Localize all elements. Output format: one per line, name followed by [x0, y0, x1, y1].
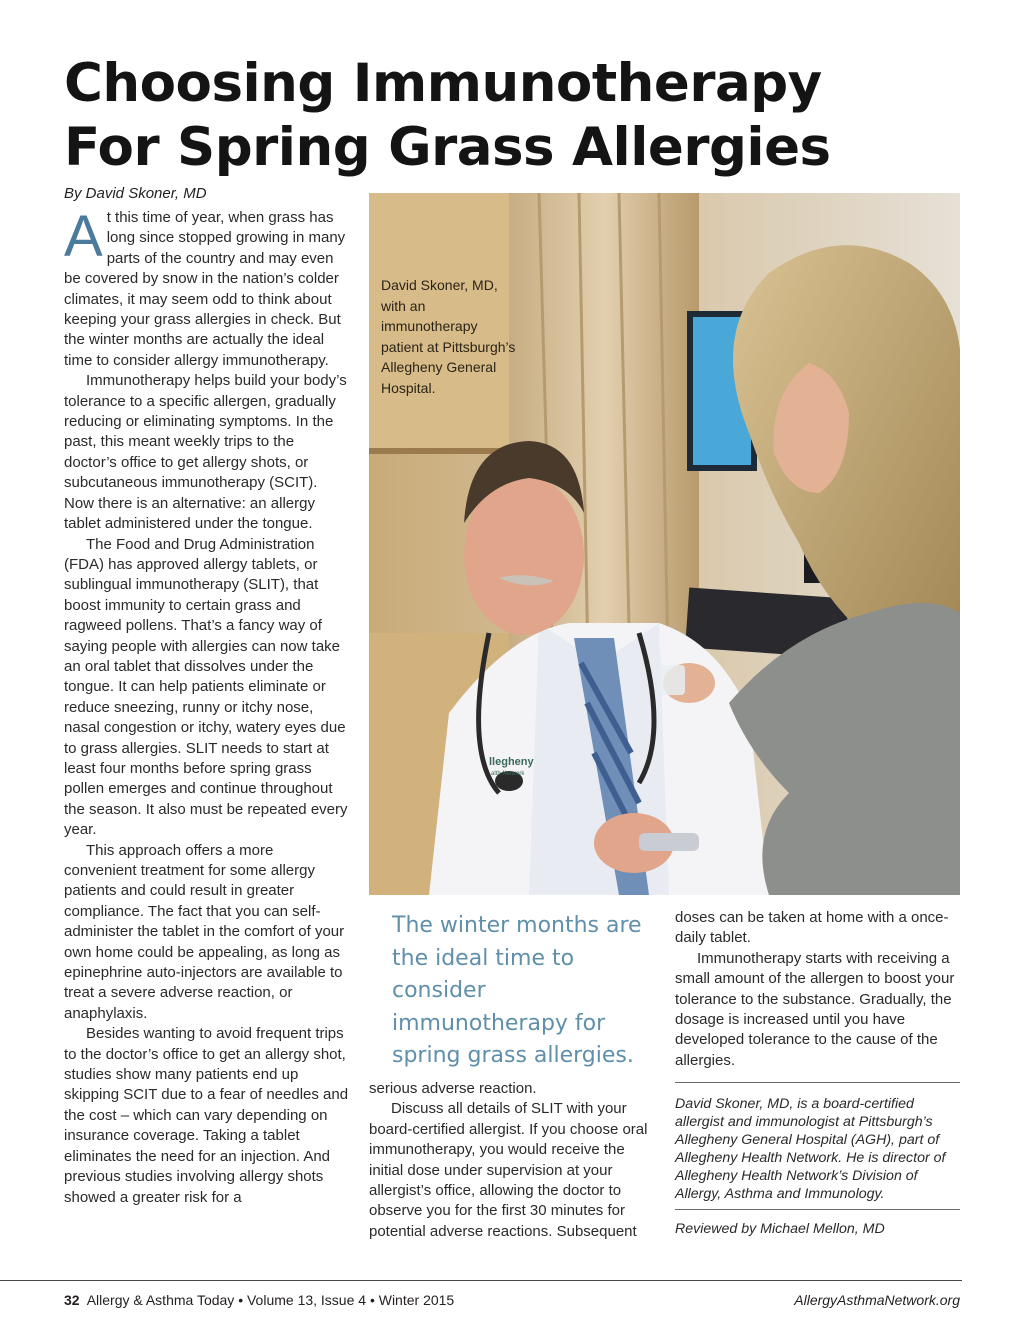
footer-rule	[0, 1280, 962, 1281]
coat-logo-sub: alth Network	[491, 771, 525, 777]
footer-website[interactable]: AllergyAsthmaNetwork.org	[794, 1292, 960, 1308]
medicine-cup	[659, 665, 685, 695]
paragraph-1-text: t this time of year, when grass has long since stopped growing in many parts of the country and may even be covered by snow in the nation’s colder climates, it may seem odd to think about keeping your grass allergies in check. But the winter months are actually the ideal time to consider allergy immunotherapy.	[64, 209, 346, 369]
paragraph-5: Besides wanting to avoid frequent trips to the doctor’s office to get an allergy shot, studies show many patients end up skipping SCIT due to a fear of needles and the cost – which can vary depending on insurance coverage. Taking a tablet eliminates the need for an injection. And previous studies involving allergy shots showed a greater risk for a	[64, 1025, 349, 1206]
article-photo	[369, 193, 960, 895]
col3-paragraph-2: Immunotherapy starts with receiving a small amount of the allergen to boost your tolerance to the substance. Gradually, the dosage is increased until you have developed tolerance to the cause of the allergies.	[675, 949, 955, 1069]
footer-publication	[64, 1292, 454, 1308]
col3-paragraph-1: doses can be taken at home with a once-daily tablet.	[675, 909, 949, 947]
paragraph-4: This approach offers a more convenient treatment for some allergy patients and could result in greater compliance. The fact that you can self-administer the tablet in the comfort of your own home could be appealing, as long as epinephrine auto-injectors are available to treat a severe adverse reaction, or anaphylaxis.	[64, 841, 345, 1022]
drop-cap: A	[64, 204, 103, 269]
article-title	[64, 52, 964, 180]
article-column-1	[64, 204, 350, 1208]
paragraph-1	[64, 204, 350, 371]
col2-paragraph-1: serious adverse reaction.	[369, 1080, 537, 1097]
paragraph-2: Immunotherapy helps build your body’s tolerance to a specific allergen, gradually reducing or eliminating symptoms. In the past, this meant weekly trips to the doctor’s office to get allergy shots, or subcutaneous immunotherapy (SCIT). Now there is an alternative: an allergy tablet administered under the tongue.	[64, 372, 347, 533]
tablet-blister-pack	[639, 833, 699, 851]
author-bio: David Skoner, MD, is a board-certified allergist and immunologist at Pittsburgh’s Allegheny General Hospital (AGH), part of Allegheny Health Network. He is director of Allegheny Health Network’s Division of Allergy, Asthma and Immunology.	[675, 1096, 946, 1202]
bio-bottom-rule	[675, 1209, 960, 1210]
title-line-2: For Spring Grass Allergies	[64, 117, 831, 178]
coat-logo-text: llegheny	[489, 756, 534, 768]
publication-info: Allergy & Asthma Today • Volume 13, Issue 4 • Winter 2015	[86, 1292, 455, 1308]
bio-top-rule	[675, 1082, 960, 1083]
reviewed-by: Reviewed by Michael Mellon, MD	[675, 1221, 885, 1237]
pull-quote: The winter months are the ideal time to consider immunotherapy for spring grass allergies.	[392, 913, 642, 1068]
photo-caption: David Skoner, MD, with an immunotherapy patient at Pittsburgh’s Allegheny General Hospital.	[381, 277, 516, 396]
paragraph-3: The Food and Drug Administration (FDA) has approved allergy tablets, or sublingual immunotherapy (SLIT), that boost immunity to certain grass and ragweed pollens. That’s a fancy way of saying people with allergies can now take an oral tablet that dissolves under the tongue. It can help patients eliminate or reduce sneezing, runny or itchy nose, nasal congestion or itchy, watery eyes due to grass allergies. SLIT needs to start at least four months before spring grass pollen emerges and continue throughout the season. It also must be repeated every year.	[64, 535, 348, 839]
col2-paragraph-2: Discuss all details of SLIT with your board-certified allergist. If you choose oral immunotherapy, you would receive the initial dose under supervision at your allergist’s office, allowing the doctor to observe you for the first 30 minutes for potential adverse reactions. Subsequent	[369, 1100, 648, 1240]
page-number: 32	[64, 1292, 80, 1308]
title-line-1: Choosing Immunotherapy	[64, 53, 822, 114]
article-column-3	[675, 908, 963, 1071]
byline: By David Skoner, MD	[64, 185, 207, 202]
article-column-2	[369, 1079, 653, 1242]
